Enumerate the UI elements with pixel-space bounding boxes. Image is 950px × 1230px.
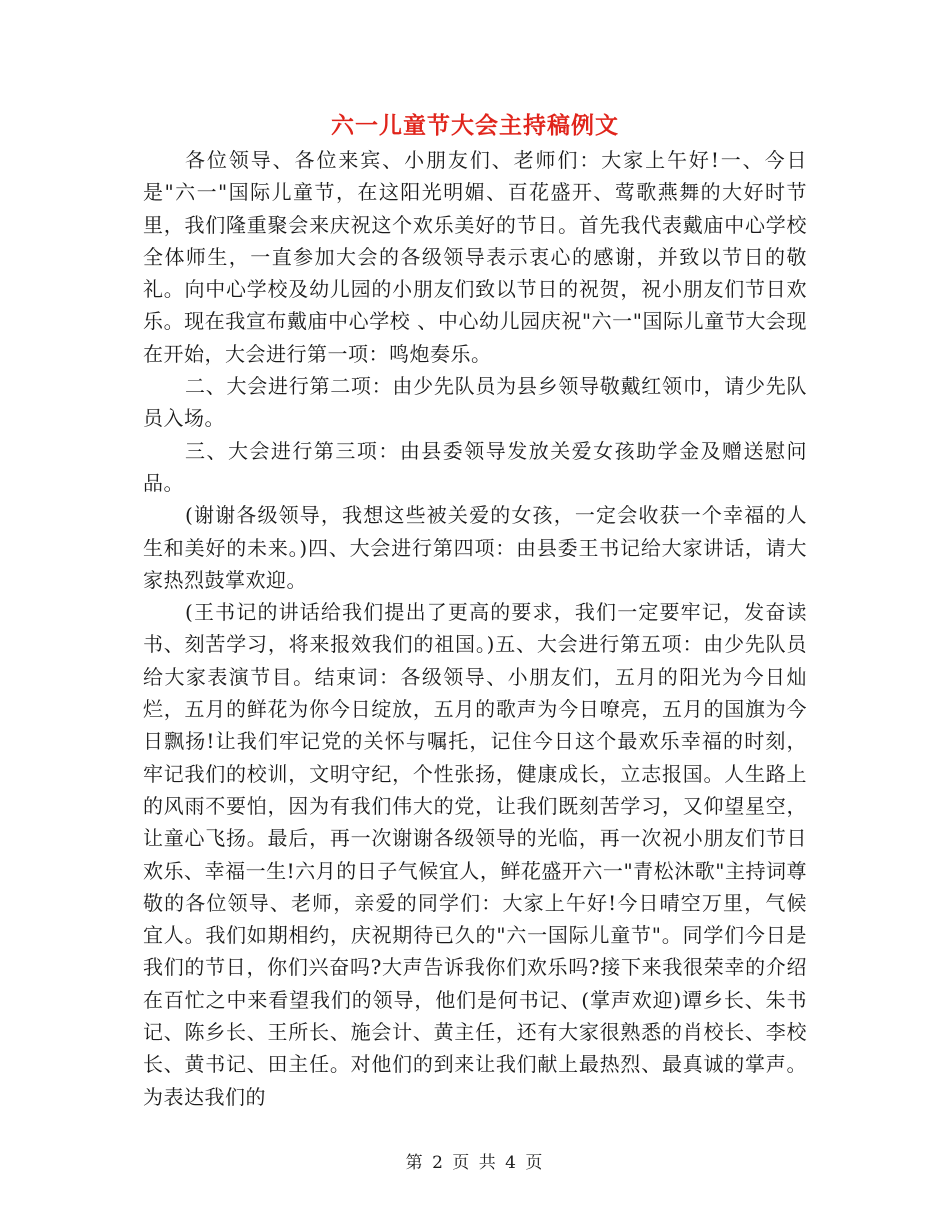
paragraph-item-five-closing: (王书记的讲话给我们提出了更高的要求，我们一定要牢记，发奋读书、刻苦学习，将来报效我们的祖国。)五、大会进行第五项：由少先队员给大家表演节目。结束词：各级领导、小朋友们，五月的阳光为今日灿烂，五月的鲜花为你今日绽放，五月的歌声为今日嘹亮，五月的国旗为今日飘扬!让我们牢记党的关怀与嘱托，记住今日这个最欢乐幸福的时刻，牢记我们的校训，文明守纪，个性张扬，健康成长，立志报国。人生路上的风雨不要怕，因为有我们伟大的党，让我们既刻苦学习，又仰望星空，让童心飞扬。最后，再一次谢谢各级领导的光临，再一次祝小朋友们节日欢乐、幸福一生!六月的日子气候宜人，鲜花盛开六一"青松沐歌"主持词尊敬的各位领导、老师，亲爱的同学们：大家上午好!今日晴空万里，气候宜人。我们如期相约，庆祝期待已久的"六一国际儿童节"。同学们今日是我们的节日，你们兴奋吗?大声告诉我你们欢乐吗?接下来我很荣幸的介绍在百忙之中来看望我们的领导，他们是何书记、(掌声欢迎)谭乡长、朱书记、陈乡长、王所长、施会计、黄主任，还有大家很熟悉的肖校长、李校长、黄书记、田主任。对他们的到来让我们献上最热烈、最真诚的掌声。为表达我们的	[143, 600, 807, 1109]
paragraph-item-three: 三、大会进行第三项：由县委领导发放关爱女孩助学金及赠送慰问品。	[143, 438, 807, 495]
document-body	[143, 144, 807, 1113]
page-number-footer: 第 2 页 共 4 页	[405, 1153, 545, 1173]
paragraph-item-two: 二、大会进行第二项：由少先队员为县乡领导敬戴红领巾，请少先队员入场。	[143, 374, 807, 431]
paragraph-item-four: (谢谢各级领导，我想这些被关爱的女孩，一定会收获一个幸福的人生和美好的未来。)四、大会进行第四项：由县委王书记给大家讲话，请大家热烈鼓掌欢迎。	[143, 503, 807, 592]
document-title: 六一儿童节大会主持稿例文	[331, 112, 619, 139]
paragraph-opening: 各位领导、各位来宾、小朋友们、老师们：大家上午好!一、今日是"六一"国际儿童节，在这阳光明媚、百花盛开、莺歌燕舞的大好时节里，我们隆重聚会来庆祝这个欢乐美好的节日。首先我代表戴庙中心学校全体师生，一直参加大会的各级领导表示衷心的感谢，并致以节日的敬礼。向中心学校及幼儿园的小朋友们致以节日的祝贺，祝小朋友们节日欢乐。现在我宣布戴庙中心学校 、中心幼儿园庆祝"六一"国际儿童节大会现在开始，大会进行第一项：鸣炮奏乐。	[143, 148, 807, 366]
